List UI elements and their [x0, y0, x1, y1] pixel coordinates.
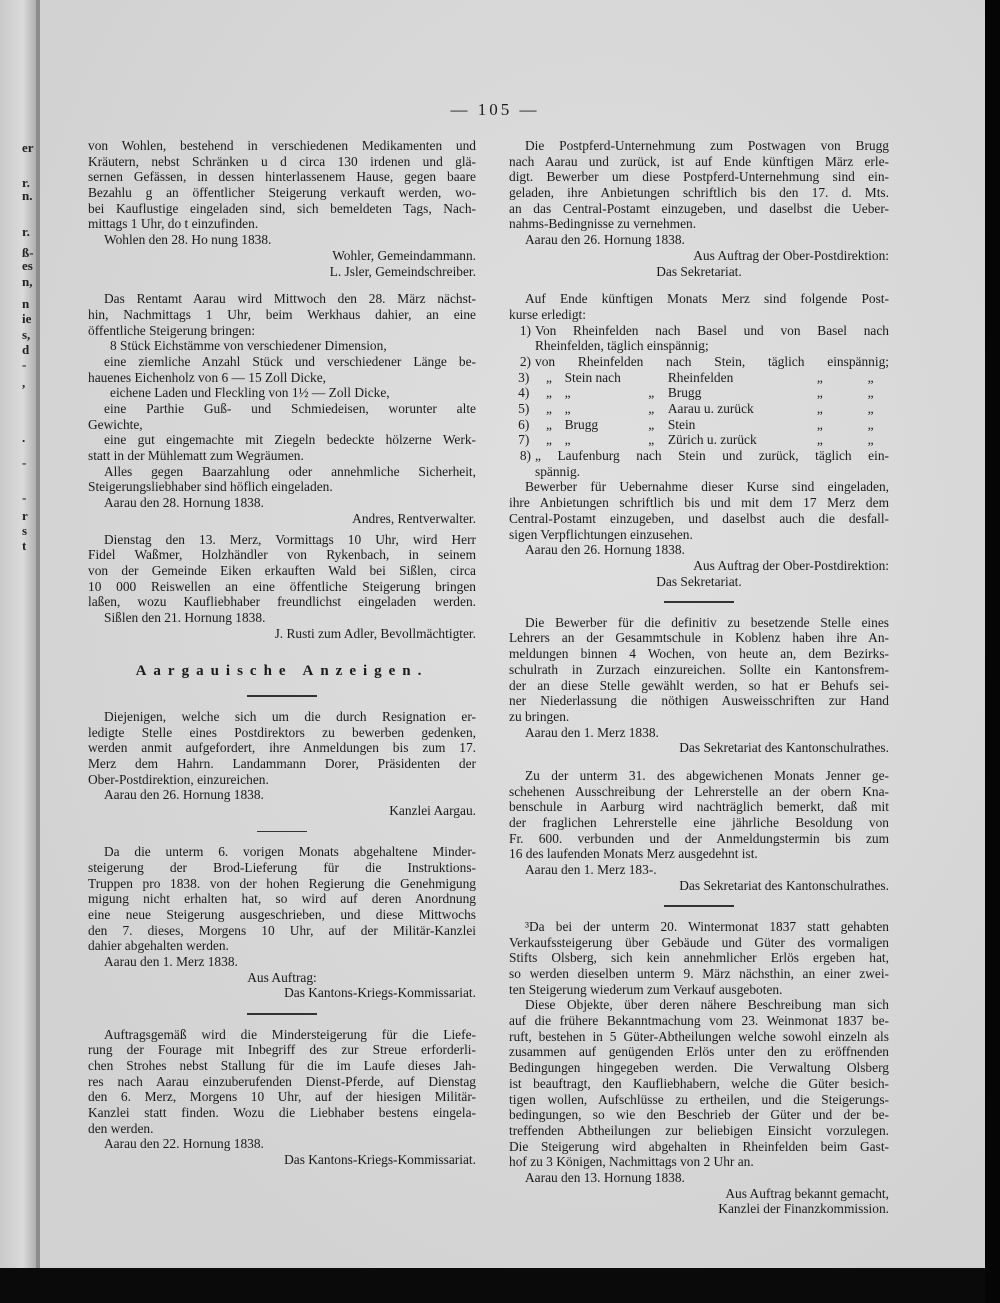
ditto-mark: „ — [648, 432, 655, 448]
divider — [257, 831, 307, 833]
text-line: Bedingungen hingegeben werden. Die Verwaltung Olsberg — [509, 1060, 889, 1076]
text-line: Alles gegen Baarzahlung oder annehmliche Sicherheit, — [104, 463, 476, 479]
text-line: an das Central-Postamt einzugeben, und daselbst die Ueber- — [509, 200, 889, 216]
text-line: Kanzlei der Finanzkommission. — [718, 1201, 889, 1217]
list-text-continuation: spännig. — [535, 463, 581, 479]
text-line: bedingungen, so wie den Beschrieb der Güter und der be- — [509, 1107, 889, 1123]
text-line: Die Bewerber für die definitiv zu besetzende Stelle eines — [525, 614, 889, 630]
ditto-mark: „ — [564, 385, 571, 401]
list-number: 8) — [519, 448, 531, 464]
text-line: schehenen Ausschreibung der Lehrerstelle an der obern Kna- — [509, 783, 889, 799]
text-line: bei Kauflustige eingeladen sind, sich bemeldeten Tags, Nach- — [88, 200, 476, 216]
text-line: Verkaufssteigerung über Gebäude und Güter des vormaligen — [509, 934, 889, 950]
postkurse-end — [509, 479, 889, 589]
left-column — [88, 133, 476, 1168]
text-line: dahier abgehalten werden. — [88, 938, 229, 954]
text-line: Das Sekretariat des Kantonschulrathes. — [679, 877, 889, 893]
text-line: Aus Auftrag: — [247, 969, 317, 985]
list-item — [509, 370, 889, 386]
text-line: 16 des laufenden Monats Merz ausgedehnt ist. — [509, 846, 758, 862]
text-line: hof zu 3 Königen, Nachmittags von 2 Uhr an. — [509, 1154, 754, 1170]
text-line: Wohler, Gemeindammann. — [332, 247, 476, 263]
text-line: res nach Aarau einzuberufenden Dienst-Pferde, auf Dienstag — [88, 1073, 476, 1089]
ditto-mark: „ — [545, 416, 552, 432]
list-number: 2) — [519, 353, 531, 369]
text-line: mittags 1 Uhr, do t einzufinden. — [88, 216, 259, 232]
text-line: meldungen binnen 4 Wochen, von heute an, dem Bezirks- — [509, 646, 889, 662]
text-line: ihre Anbietungen schriftlich bis und mit dem 17 Merz dem — [509, 495, 889, 511]
section-heading: Aargauische Anzeigen. — [135, 663, 429, 680]
text-line: Auftragsgemäß wird die Mindersteigerung für die Liefe- — [104, 1026, 476, 1042]
ditto-mark: „ — [867, 416, 874, 432]
ditto-mark: „ — [867, 432, 874, 448]
text-line: Das Sekretariat des Kantonschulrathes. — [679, 740, 889, 756]
divider — [664, 601, 734, 603]
list-number: 5) — [518, 401, 530, 416]
previous-page-text-fragment: es — [22, 258, 33, 273]
ditto-mark: „ — [867, 369, 874, 385]
ditto-mark: „ — [816, 369, 823, 385]
ditto-mark: „ — [564, 401, 571, 416]
text-line: Truppen pro 1838. von der hohen Regierung die Genehmigung — [88, 875, 476, 891]
text-line: Kräutern, nebst Schränken u d circa 130 irdenen und glä- — [88, 153, 476, 169]
text-line: Andres, Rentverwalter. — [352, 510, 476, 526]
notice-postkurse — [509, 291, 889, 589]
text-line: ledigte Stelle eines Postdirektors zu bewerben gedenken, — [88, 724, 476, 740]
previous-page-text-fragment: - — [22, 490, 27, 505]
text-line: Das Kantons-Kriegs-Kommissariat. — [284, 985, 476, 1001]
list-number: 4) — [518, 385, 530, 401]
notice-postdirektor — [88, 709, 476, 819]
ditto-mark: „ — [648, 385, 655, 401]
text-line: benschule in Aarburg wird nachträglich bemerkt, daß mit — [509, 799, 889, 815]
text-line: migung nicht erhalten hat, so wird auf deren Anordnung — [88, 891, 476, 907]
text-line: Das Kantons-Kriegs-Kommissariat. — [284, 1152, 476, 1167]
text-line: statt in der Mühlematt zum Wegräumen. — [88, 448, 304, 464]
previous-page-text-fragment: s, — [22, 327, 31, 342]
text-line: eichene Laden und Fleckling von 1½ — Zoll Dicke, — [110, 385, 390, 401]
text-line: Gewichte, — [88, 416, 143, 432]
list-number: 3) — [518, 369, 530, 385]
list-number: 7) — [518, 432, 530, 448]
notice-olsberg — [509, 919, 889, 1217]
text-line: nahms-Bedingnisse zu vernehmen. — [509, 216, 697, 232]
previous-page-text-fragment: r. — [22, 175, 30, 190]
text-line: Ober-Postdirektion, einzureichen. — [88, 771, 269, 787]
ditto-mark: „ — [867, 385, 874, 401]
text-line: Bezahlu g an öffentlicher Steigerung verkauft werden, wo- — [88, 185, 476, 201]
ditto-mark: „ — [816, 416, 823, 432]
text-line: Die Steigerung wird abgehalten in Rheinfelden beim Gast- — [509, 1138, 889, 1154]
text-line: Fr. 600. verbunden und der Anmeldungstermin bis zum — [509, 830, 889, 846]
text-line: Da die unterm 6. vorigen Monats abgehaltene Minder- — [104, 844, 476, 860]
previous-page-text-fragment: r — [22, 508, 28, 523]
list-text: von Rheinfelden nach Stein, täglich einspännig; — [535, 353, 889, 369]
text-line: geladen, ihre Anbietungen schriftlich bis den 17. d. Mts. — [509, 185, 889, 201]
list-cell: Brugg — [667, 385, 702, 401]
list-cell: Aarau u. zurück — [667, 401, 754, 416]
notice-rentamt-aarau — [88, 291, 476, 526]
text-line: ner Niederlassung die nöthigen Ausweisschriften zur Hand — [509, 693, 889, 709]
text-line: Aus Auftrag der Ober-Postdirektion: — [693, 247, 889, 263]
text-line: Aarau den 1. Merz 183-. — [525, 862, 657, 878]
ditto-mark: „ — [545, 432, 552, 448]
list-item — [509, 432, 889, 448]
text-line: zu bringen. — [509, 708, 570, 724]
text-line: rung der Fourage mit Inbegriff des zur Streue erforderli- — [88, 1042, 476, 1058]
text-line: ³Da bei der unterm 20. Wintermonat 1837 statt gehabten — [525, 918, 889, 934]
divider — [664, 905, 734, 907]
list-item — [509, 354, 889, 370]
text-line: Das Sekretariat. — [656, 263, 742, 279]
postkurse-list — [509, 323, 889, 480]
text-line: Aus Auftrag der Ober-Postdirektion: — [693, 557, 889, 573]
scan-border — [985, 0, 1000, 1303]
list-cell: Stein nach — [564, 369, 621, 385]
previous-page-text-fragment: ß- — [22, 245, 34, 260]
text-line: werden anmit aufgefordert, ihre Anmeldungen bis zum 17. — [88, 740, 476, 756]
text-line: eine neue Steigerung ausgeschrieben, und diese Mittwochs — [88, 906, 476, 922]
ditto-mark: „ — [816, 432, 823, 448]
text-line: Diejenigen, welche sich um die durch Resignation er- — [104, 708, 476, 724]
text-line: Merz dem Hahrn. Landammann Dorer, Präsidenten der — [88, 755, 476, 771]
list-item — [509, 385, 889, 401]
notice-wohlen-auction — [88, 138, 476, 279]
text-line: laßen, wozu Kaufliebhaber freundlichst eingeladen werden. — [88, 594, 476, 610]
previous-page-text-fragment: s — [22, 523, 28, 538]
ditto-mark: „ — [648, 416, 655, 432]
text-line: Das Sekretariat. — [656, 573, 742, 589]
text-line: Auf Ende künftigen Monats Merz sind folgende Post- — [525, 291, 889, 307]
notice-lehrer-aarburg — [509, 768, 889, 894]
text-line: Zu der unterm 31. des abgewichenen Monats Jenner ge- — [525, 767, 889, 783]
divider — [247, 695, 317, 697]
text-line: Aarau den 1. Merz 1838. — [525, 724, 659, 740]
text-line: der an diese Stelle gewählt werden, so hat er Behufs sei- — [509, 677, 889, 693]
text-line: den 7. dieses, Morgens 10 Uhr, auf der Militär-Kanzlei — [88, 922, 476, 938]
text-line: Diese Objekte, über deren nähere Beschreibung man sich — [525, 997, 889, 1013]
text-line: Aarau den 26. Hornung 1838. — [525, 232, 685, 248]
text-line: schulrath in Zurzach einzureichen. Sollte ein Kantonsfrem- — [509, 661, 889, 677]
text-line: chen Strohes nebst Stallung für die im Laufe dieses Jah- — [88, 1057, 476, 1073]
text-line: den werden. — [88, 1120, 154, 1136]
list-number: 1) — [519, 322, 531, 338]
text-line: Sißlen den 21. Hornung 1838. — [104, 609, 266, 625]
text-line: Aarau den 26. Hornung 1838. — [525, 542, 685, 558]
text-line: Wohlen den 28. Ho nung 1838. — [104, 232, 272, 248]
text-line: öffentliche Steigerung bringen: — [88, 322, 256, 338]
text-line: kurse erledigt: — [509, 306, 586, 322]
notice-brod-lieferung — [88, 844, 476, 1001]
text-line: Lehrers an der Gesammtschule in Koblenz haben ihre An- — [509, 630, 889, 646]
ditto-mark: „ — [648, 401, 655, 416]
text-line: eine ziemliche Anzahl Stück und verschiedener Länge be- — [104, 353, 476, 369]
list-item — [509, 401, 889, 417]
list-item — [509, 323, 889, 339]
text-line: hin, Nachmittags 1 Uhr, beim Werkhaus dahier, an eine — [88, 306, 476, 322]
list-cell — [635, 370, 668, 386]
previous-page-text-fragment: r. — [22, 224, 30, 239]
previous-page-text-fragment: n — [22, 296, 30, 311]
list-cell: Rheinfelden — [667, 369, 734, 385]
text-line: Dienstag den 13. Merz, Vormittags 10 Uhr, wird Herr — [104, 531, 476, 547]
text-line: Aus Auftrag bekannt gemacht, — [725, 1185, 889, 1201]
text-line: nach Aarau und zurück, ist auf Ende künftigen März erle- — [509, 153, 889, 169]
text-line: Bewerber für Uebernahme dieser Kurse sind eingeladen, — [525, 479, 889, 495]
text-line: sigen Verpflichtungen einzusehen. — [509, 526, 693, 542]
ditto-mark: „ — [816, 401, 823, 416]
text-line: Central-Postamt einzugeben, und daselbst auch die desfall- — [509, 510, 889, 526]
text-line: von der Gemeinde Eiken erkauften Wald bei Sißlen, circa — [88, 562, 476, 578]
postkurse-intro — [509, 291, 889, 322]
text-line: 8 Stück Eichstämme von verschiedener Dimension, — [110, 338, 387, 354]
list-cell: Brugg — [564, 416, 599, 432]
list-cell: Stein — [667, 416, 696, 432]
text-line: eine Parthie Guß- und Schmiedeisen, worunter alte — [104, 401, 476, 416]
text-line: ten Steigerung wiederum zum Verkauf ausgeboten. — [509, 981, 783, 997]
previous-page-text-fragment: d — [22, 342, 30, 357]
text-line: tigen wollen, Aufschlüsse zu ertheilen, und die Steigerungs- — [509, 1091, 889, 1107]
text-line: J. Rusti zum Adler, Bevollmächtigter. — [274, 625, 476, 641]
previous-page-text-fragment: . — [22, 430, 26, 445]
right-column — [509, 133, 889, 1217]
text-line: der fraglichen Lehrerstelle eine jährliche Besoldung von — [509, 815, 889, 830]
text-line: Kanzlei statt finden. Wozu die Liebhaber bestens eingela- — [88, 1104, 476, 1120]
text-line: sernen Gefässen, in dessen hinterlassenem Hause, gegen baare — [88, 169, 476, 185]
notice-fourage — [88, 1027, 476, 1168]
list-number: 6) — [518, 416, 530, 432]
text-line: Aarau den 1. Merz 1838. — [104, 953, 238, 969]
text-line: digt. Bewerber um diese Postpferd-Unternehmung sind ein- — [509, 169, 889, 185]
ditto-mark: „ — [816, 385, 823, 401]
ditto-mark: „ — [564, 432, 571, 448]
text-line: Das Rentamt Aarau wird Mittwoch den 28. März nächst- — [104, 291, 476, 307]
text-line: Die Postpferd-Unternehmung zum Postwagen von Brugg — [525, 138, 889, 153]
ditto-mark: „ — [545, 385, 552, 401]
previous-page-text-fragment: - — [22, 357, 27, 372]
text-line: Stifts Olsberg, sich kein annehmlicher Erlös ergeben hat, — [509, 950, 889, 966]
notice-postpferd — [509, 138, 889, 279]
text-line: Steigerungsliebhaber sind höflich eingeladen. — [88, 479, 333, 495]
previous-page-text-fragment: - — [22, 455, 27, 470]
list-item — [509, 417, 889, 433]
notice-sisslen-reiswellen — [88, 532, 476, 642]
text-line: 10 000 Reiswellen an eine öffentliche Steigerung bringen — [88, 578, 476, 594]
list-text-continuation: Rheinfelden, täglich einspännig; — [535, 338, 709, 354]
text-line: eine gut eingemachte mit Ziegeln bedeckte hölzerne Werk- — [104, 432, 476, 448]
list-text: „ Laufenburg nach Stein und zurück, täglich ein- — [535, 448, 889, 464]
divider — [247, 1013, 317, 1015]
text-line: Aarau den 22. Hornung 1838. — [104, 1136, 264, 1152]
text-line: ruft, bestehen in 5 Güter-Abtheilungen welche sowohl einzeln als — [509, 1028, 889, 1044]
text-line: Kanzlei Aargau. — [389, 802, 476, 818]
previous-page-text-fragment: , — [22, 375, 26, 390]
text-line: Aarau den 28. Hornung 1838. — [104, 495, 264, 511]
text-line: zusammen auf genügenden Erlös unter den zu eröffnenden — [509, 1044, 889, 1060]
text-line: Aarau den 26. Hornung 1838. — [104, 787, 264, 803]
text-line: steigerung der Brod-Lieferung für die Instruktions- — [88, 859, 476, 875]
text-line: auf die frühere Bekanntmachung vom 23. Weinmonat 1837 be- — [509, 1013, 889, 1029]
text-line: ist beauftragt, den Kaufliebhabern, welche die Güter besich- — [509, 1075, 889, 1091]
ditto-mark: „ — [867, 401, 874, 416]
previous-page-text-fragment: er — [22, 140, 34, 155]
text-line: den 6. Merz, Morgens 10 Uhr, auf der hiesigen Militär- — [88, 1089, 476, 1105]
ditto-mark: „ — [545, 369, 552, 385]
list-cell: Zürich u. zurück — [667, 432, 757, 448]
previous-page-text-fragment: t — [22, 538, 27, 553]
list-item — [509, 448, 889, 464]
text-line: L. Jsler, Gemeindschreiber. — [329, 263, 476, 279]
text-line: so werden dieselben unterm 9. März nächsthin, an einer zwei- — [509, 966, 889, 981]
ditto-mark: „ — [545, 401, 552, 416]
text-line: von Wohlen, bestehend in verschiedenen Medikamenten und — [88, 138, 476, 153]
text-line: hauenes Eichenholz von 6 — 15 Zoll Dicke, — [88, 369, 326, 385]
previous-page-text-fragment: n. — [22, 188, 33, 203]
previous-page-text-fragment: n, — [22, 274, 33, 289]
text-line: Aarau den 13. Hornung 1838. — [525, 1169, 685, 1185]
previous-page-text-fragment: ie — [22, 311, 32, 326]
list-text: Von Rheinfelden nach Basel und von Basel nach — [535, 322, 889, 338]
text-line: treffenden Abtheilungen zur beliebigen Einsicht vorzulegen. — [509, 1122, 889, 1138]
page-number: — 105 — — [450, 100, 540, 119]
text-line: Fidel Waßmer, Holzhändler von Rykenbach, in seinem — [88, 547, 476, 563]
notice-lehrer-koblenz — [509, 615, 889, 756]
